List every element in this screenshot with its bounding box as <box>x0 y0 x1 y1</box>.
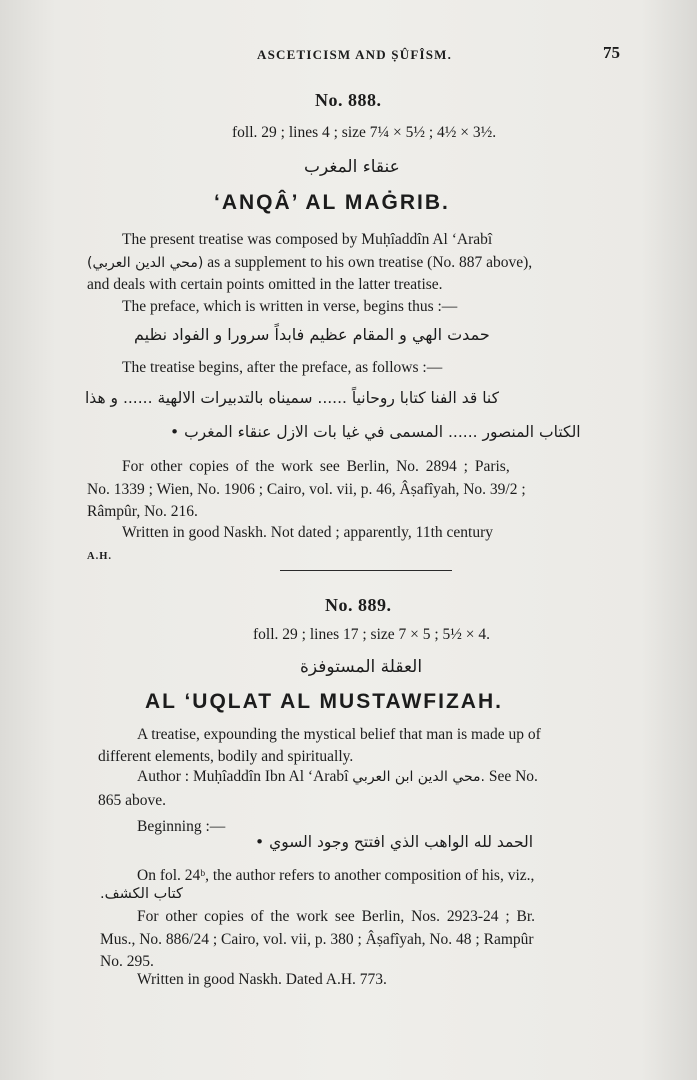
paragraph-line <box>137 768 538 786</box>
date-abbrev: A.H. <box>87 551 112 562</box>
paragraph-line: Written in good Naskh. Dated A.H. 773. <box>137 971 387 988</box>
arabic-name: (محي الدين العربي) <box>87 255 204 271</box>
paragraph-line: A treatise, expounding the mystical belief that man is made up of <box>137 726 541 743</box>
paragraph-line: different elements, bodily and spiritually. <box>98 748 354 765</box>
see-ref: See No. <box>488 768 538 785</box>
arabic-incipit: الحمد لله الواهب الذي افتتح وجود السوي • <box>255 833 534 851</box>
paragraph-line: 865 above. <box>98 792 167 809</box>
paragraph-line: The preface, which is written in verse, begins thus :— <box>122 298 458 315</box>
paragraph-line: The treatise begins, after the preface, as follows :— <box>122 359 443 376</box>
beginning-label: Beginning :— <box>137 818 226 835</box>
paragraph-line: No. 295. <box>100 953 154 970</box>
arabic-work-title: كتاب الكشف. <box>100 886 183 902</box>
page-number: 75 <box>603 43 620 62</box>
arabic-title: العقلة المستوفزة <box>300 657 423 677</box>
arabic-verse: حمدت الهي و المقام عظيم فابداً سرورا و الفواد نظيم <box>134 325 490 344</box>
paragraph-line <box>87 254 532 272</box>
author-label: Author : Muḥîaddîn Ibn Al ‘Arabî <box>137 768 349 785</box>
paragraph-line: On fol. 24ᵇ, the author refers to another composition of his, viz., <box>137 867 535 884</box>
paragraph-line: Written in good Naskh. Not dated ; apparently, 11th century <box>122 524 493 541</box>
manuscript-details: foll. 29 ; lines 4 ; size 7¼ × 5½ ; 4½ × 3½. <box>232 124 497 141</box>
paragraph-line: and deals with certain points omitted in the latter treatise. <box>87 276 443 293</box>
section-divider <box>280 570 452 571</box>
running-title: ASCETICISM AND ṢÛFÎSM. <box>257 47 453 62</box>
entry-title: AL ‘UQLAT AL MUSTAWFIZAH. <box>145 690 503 713</box>
paragraph-line: For other copies of the work see Berlin, Nos. 2923-24 ; Br. <box>137 908 536 925</box>
entry-title: ‘ANQÂ’ AL MAĠRIB. <box>214 191 450 214</box>
paragraph-line: Mus., No. 886/24 ; Cairo, vol. vii, p. 380 ; Âṣafîyah, No. 48 ; Rampûr <box>100 931 534 948</box>
paragraph-text: as a supplement to his own treatise (No. 887 above), <box>207 254 533 271</box>
paragraph-line: No. 1339 ; Wien, No. 1906 ; Cairo, vol. vii, p. 46, Âṣafîyah, No. 39/2 ; <box>87 481 526 498</box>
entry-number: No. 889. <box>325 595 392 615</box>
arabic-quote-line: الكتاب المنصور ...... المسمى في غيا بات الازل عنقاء المغرب • <box>170 423 581 441</box>
paragraph-line: The present treatise was composed by Muḥîaddîn Al ‘Arabî <box>122 231 493 248</box>
arabic-title: عنقاء المغرب <box>304 157 400 177</box>
arabic-name: محي الدين ابن العربي. <box>352 769 485 785</box>
paragraph-line: For other copies of the work see Berlin, No. 2894 ; Paris, <box>122 458 510 475</box>
entry-number: No. 888. <box>315 90 382 110</box>
paragraph-line: Râmpûr, No. 216. <box>87 503 198 520</box>
manuscript-details: foll. 29 ; lines 17 ; size 7 × 5 ; 5½ × 4. <box>253 626 491 643</box>
arabic-quote-line: كنا قد الفنا كتابا روحانياً ...... سميناه بالتدبيرات الالهية ...... و هذا <box>85 389 499 407</box>
